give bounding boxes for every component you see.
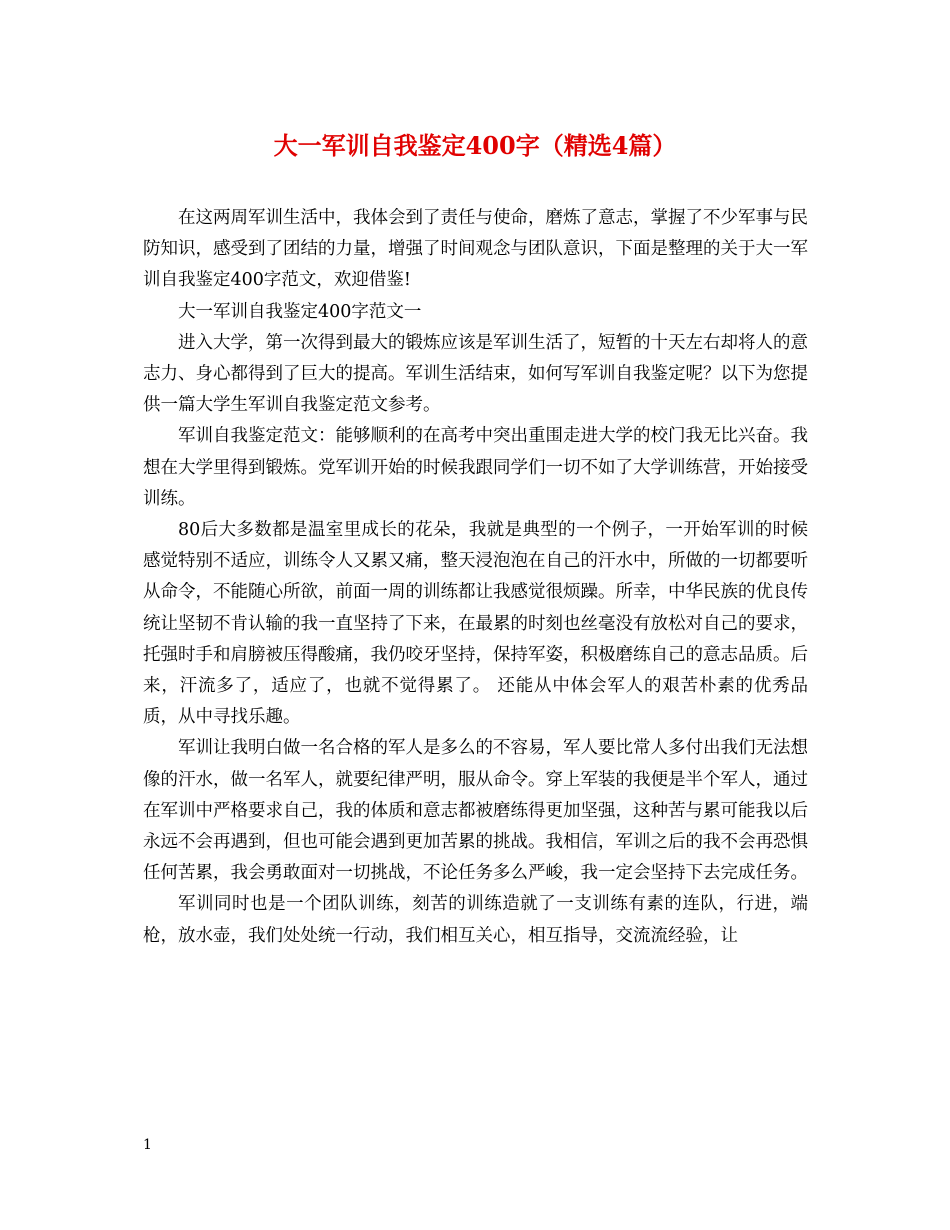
paragraph: 军训同时也是一个团队训练，刻苦的训练造就了一支训练有素的连队，行进，端枪，放水壶，我们处处统一行动，我们相互关心，相互指导，交流流经验，让 — [143, 894, 808, 946]
page-number: 1 — [143, 1137, 152, 1153]
paragraph-intro: 在这两周军训生活中，我体会到了责任与使命，磨炼了意志，掌握了不少军事与民防知识，感受到了团结的力量，增强了时间观念与团队意识，下面是整理的关于大一军训自我鉴定400字范文，欢迎借鉴! — [143, 208, 808, 291]
document-body — [143, 203, 808, 952]
paragraph: 军训自我鉴定范文：能够顺利的在高考中突出重围走进大学的校门我无比兴奋。我想在大学里得到锻炼。党军训开始的时候我跟同学们一切不如了大学训练营，开始接受训练。 — [143, 426, 808, 509]
paragraph: 军训让我明白做一名合格的军人是多么的不容易，军人要比常人多付出我们无法想像的汗水，做一名军人，就要纪律严明，服从命令。穿上军装的我便是半个军人，通过在军训中严格要求自己，我的体质和意志都被磨练得更加坚强，这种苦与累可能我以后永远不会再遇到，但也可能会遇到更加苦累的挑战。我相信，军训之后的我不会再恐惧任何苦累，我会勇敢面对一切挑战，不论任务多么严峻，我一定会坚持下去完成任务。 — [143, 738, 808, 884]
paragraph: 进入大学，第一次得到最大的锻炼应该是军训生活了，短暂的十天左右却将人的意志力、身心都得到了巨大的提高。军训生活结束，如何写军训自我鉴定呢？以下为您提供一篇大学生军训自我鉴定范文参考。 — [143, 332, 808, 416]
paragraph: 80后大多数都是温室里成长的花朵，我就是典型的一个例子，一开始军训的时候感觉特别不适应，训练令人又累又痛，整天浸泡泡在自己的汗水中，所做的一切都要听从命令，不能随心所欲，前面一周的训练都让我感觉很烦躁。所幸，中华民族的优良传统让坚韧不肯认输的我一直坚持了下来，在最累的时刻也丝毫没有放松对自己的要求，托强时手和肩膀被压得酸痛，我仍咬牙坚持，保持军姿，积极磨练自己的意志品质。后来，汗流多了，适应了，也就不觉得累了。 还能从中体会军人的艰苦朴素的优秀品质，从中寻找乐趣。 — [143, 520, 808, 728]
document-title: 大一军训自我鉴定400字（精选4篇） — [273, 131, 677, 160]
section-heading: 大一军训自我鉴定400字范文一 — [178, 301, 422, 322]
